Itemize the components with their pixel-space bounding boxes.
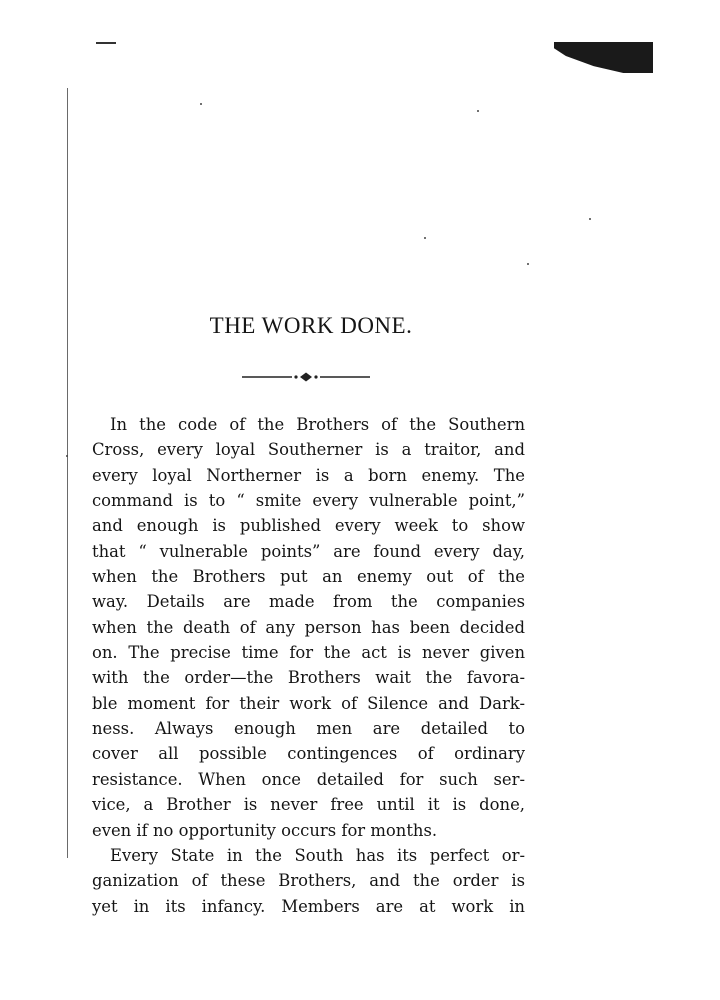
- text-line: cover all possible contingences of ordinary: [92, 744, 525, 764]
- text-line: when the Brothers put an enemy out of the: [92, 567, 525, 587]
- paper-speck: [589, 218, 591, 220]
- text-line: every loyal Northerner is a born enemy. The: [92, 465, 525, 485]
- chapter-title: THE WORK DONE.: [209, 313, 413, 338]
- paragraph-1: [92, 412, 525, 843]
- text-line: and enough is published every week to show: [92, 516, 525, 536]
- text-line: that “ vulnerable points” are found every day,: [92, 541, 525, 561]
- binding-edge-line: [67, 88, 68, 858]
- paper-speck: [477, 110, 479, 112]
- text-line: on. The precise time for the act is never given: [92, 643, 525, 663]
- text-line: when the death of any person has been decided: [92, 617, 525, 637]
- text-line: yet in its infancy. Members are at work in: [92, 896, 525, 916]
- text-line: ganization of these Brothers, and the order is: [92, 871, 525, 891]
- paragraph-2: [92, 843, 525, 919]
- text-line: with the order—the Brothers wait the favora-: [92, 668, 525, 688]
- text-line: ness. Always enough men are detailed to: [92, 719, 525, 739]
- paper-speck: [424, 237, 426, 239]
- text-line: ble moment for their work of Silence and Dark-: [92, 693, 525, 713]
- top-margin-mark: [96, 42, 116, 44]
- text-line: even if no opportunity occurs for months.: [92, 820, 438, 840]
- paper-speck: [527, 263, 529, 265]
- corner-scan-artifact: [554, 42, 653, 73]
- text-line: vice, a Brother is never free until it is done,: [92, 795, 525, 815]
- text-line: Every State in the South has its perfect or-: [110, 845, 525, 865]
- text-line: In the code of the Brothers of the Southern: [110, 415, 525, 434]
- paper-speck: [66, 455, 68, 457]
- title-ornament: [242, 371, 370, 383]
- text-line: way. Details are made from the companies: [92, 592, 525, 612]
- paper-speck: [200, 103, 202, 105]
- body-text: [92, 412, 525, 919]
- text-line: resistance. When once detailed for such ser-: [92, 769, 525, 789]
- text-line: command is to “ smite every vulnerable point,”: [92, 491, 525, 511]
- text-line: Cross, every loyal Southerner is a traitor, and: [92, 440, 525, 460]
